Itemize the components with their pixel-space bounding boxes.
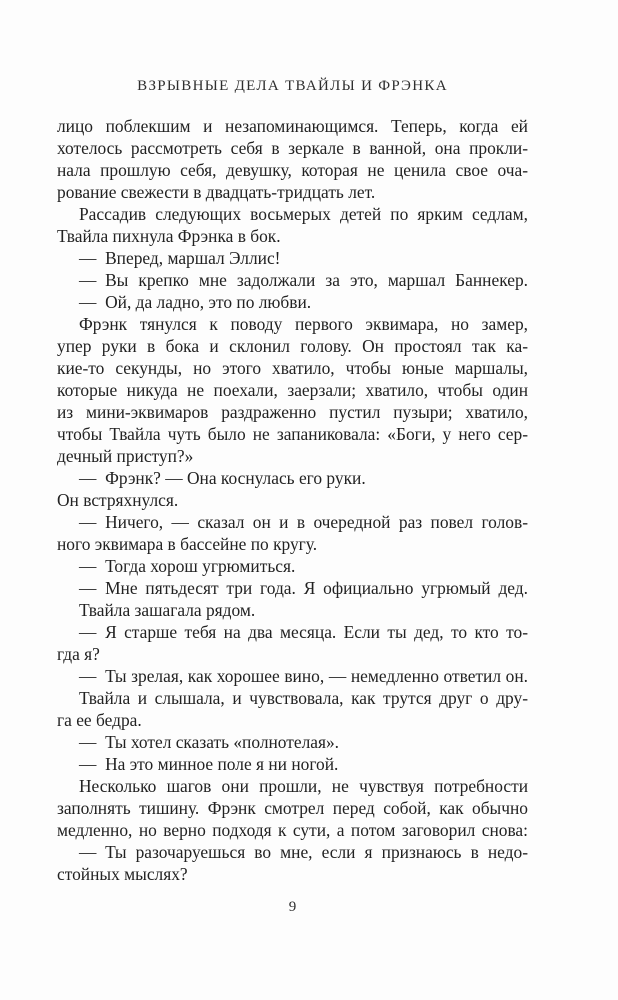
text-line: — Ты зрелая, как хорошее вино, — немедленно ответил он. [79, 666, 528, 686]
text-line: Фрэнк тянулся к поводу первого эквимара, но замер, [79, 314, 528, 334]
text-line: стойных мыслях? [57, 864, 188, 884]
text-line: из мини-эквимаров раздраженно пустил пузыри; хватило, [57, 402, 528, 422]
text-line: — Фрэнк? — Она коснулась его руки. [79, 468, 366, 488]
text-line: Он встряхнулся. [57, 490, 179, 510]
text-line: — Тогда хорош угрюмиться. [79, 556, 296, 576]
text-line: упер руки в бока и склонил голову. Он простоял так ка- [57, 336, 528, 356]
text-line: Несколько шагов они прошли, не чувствуя потребности [79, 776, 528, 796]
text-line: чтобы Твайла чуть было не запаниковала: «Боги, у него сер- [57, 424, 528, 444]
text-line: лицо поблекшим и незапоминающимся. Теперь, когда ей [57, 116, 528, 136]
text-line: — Ой, да ладно, это по любви. [79, 292, 312, 312]
text-line: ного эквимара в бассейне по кругу. [57, 534, 318, 554]
text-line: — Вперед, маршал Эллис! [79, 248, 281, 268]
text-line: заполнять тишину. Фрэнк смотрел перед собой, как обычно [57, 798, 528, 818]
text-line: — На это минное поле я ни ногой. [79, 754, 339, 774]
text-line: хотелось рассмотреть себя в зеркале в ванной, она прокли- [57, 138, 528, 158]
text-line: Твайла пихнула Фрэнка в бок. [57, 226, 281, 246]
text-line: — Я старше тебя на два месяца. Если ты дед, то кто то- [79, 622, 528, 642]
text-line: Рассадив следующих восьмерых детей по ярким седлам, [79, 204, 528, 224]
text-line: которые никуда не поехали, заерзали; хватило, чтобы один [57, 380, 528, 400]
text-line: кие-то секунды, но этого хватило, чтобы юные маршалы, [57, 358, 528, 378]
body-text [57, 115, 528, 885]
text-line: — Мне пятьдесят три года. Я официально угрюмый дед. [79, 578, 528, 598]
running-header: ВЗРЫВНЫЕ ДЕЛА ТВАЙЛЫ И ФРЭНКА [137, 78, 448, 94]
text-line: дечный приступ?» [57, 446, 194, 466]
text-line: медленно, но верно подходя к сути, а потом заговорил снова: [57, 820, 528, 840]
text-line: гда я? [57, 644, 100, 664]
text-line: Твайла зашагала рядом. [79, 600, 256, 620]
text-line: — Вы крепко мне задолжали за это, маршал Баннекер. [79, 270, 528, 290]
text-line: — Ничего, — сказал он и в очередной раз повел голов- [79, 512, 528, 532]
text-line: нала прошлую себя, девушку, которая не ценила свое оча- [57, 160, 528, 180]
text-line: — Ты хотел сказать «полнотелая». [79, 732, 340, 752]
page-number: 9 [288, 899, 297, 915]
text-line: — Ты разочаруешься во мне, если я признаюсь в недо- [79, 842, 528, 862]
text-line: Твайла и слышала, и чувствовала, как трутся друг о дру- [79, 688, 528, 708]
text-line: га ее бедра. [57, 710, 142, 730]
text-line: рование свежести в двадцать-тридцать лет. [57, 182, 376, 202]
